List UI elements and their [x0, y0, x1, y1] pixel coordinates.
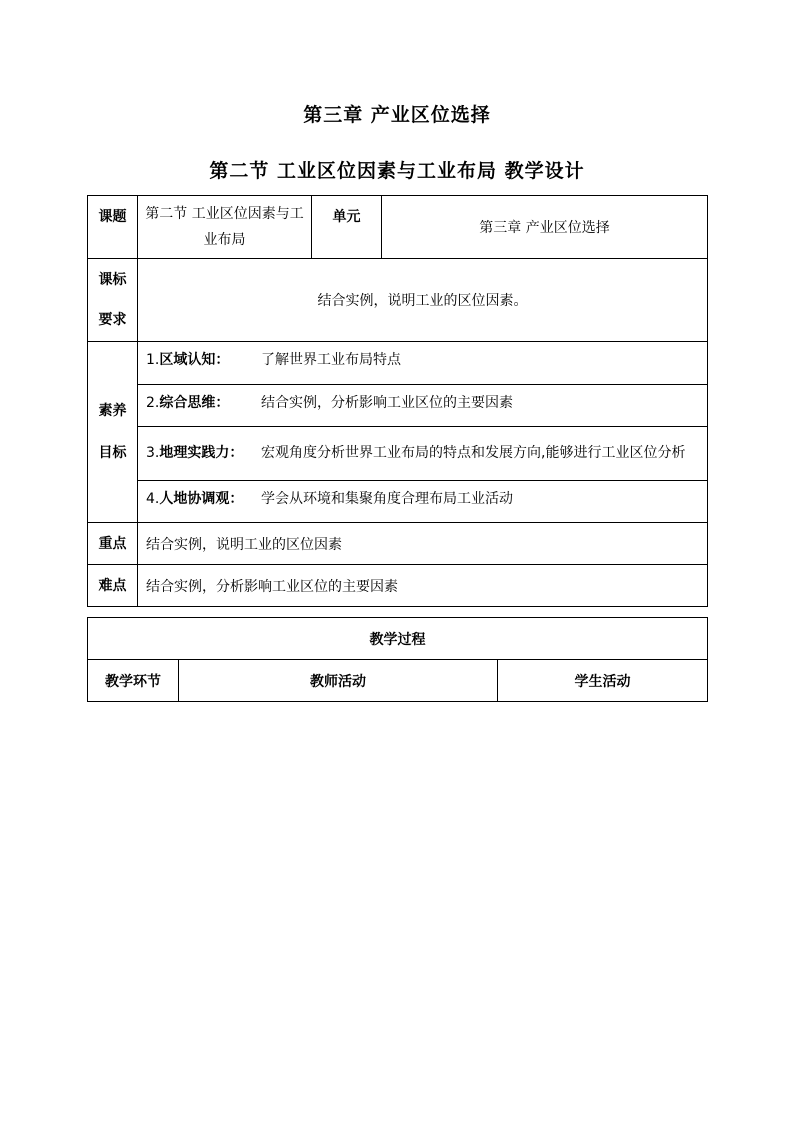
topic-label: 课题 — [88, 196, 138, 259]
literacy-item — [138, 427, 707, 481]
process-header-teacher: 教师活动 — [179, 660, 498, 702]
process-header-student: 学生活动 — [498, 660, 708, 702]
literacy-items-cell — [138, 342, 708, 523]
standard-row — [88, 259, 708, 342]
process-header-stage: 教学环节 — [88, 660, 179, 702]
process-title-row — [88, 618, 708, 660]
difficulty-row — [88, 565, 708, 607]
key-value: 结合实例，说明工业的区位因素 — [138, 523, 708, 565]
literacy-item-text: 了解世界工业布局特点 — [261, 352, 401, 368]
literacy-item-text: 学会从环境和集聚角度合理布局工业活动 — [261, 491, 513, 507]
topic-row — [88, 196, 708, 259]
teaching-process-table — [87, 617, 708, 702]
literacy-label-line1: 素养 — [98, 403, 127, 419]
literacy-item-text: 结合实例，分析影响工业区位的主要因素 — [261, 395, 513, 411]
chapter-title: 第三章 产业区位选择 — [303, 104, 491, 126]
literacy-row — [88, 342, 708, 523]
literacy-item-num: 2. — [146, 395, 160, 411]
lesson-info-table — [87, 195, 708, 607]
literacy-item-name: 区域认知： — [159, 352, 230, 368]
literacy-item-name: 地理实践力： — [159, 445, 244, 461]
literacy-item-name: 综合思维： — [159, 395, 230, 411]
literacy-item — [138, 385, 707, 427]
literacy-item-num: 1. — [146, 352, 160, 368]
literacy-item-num: 4. — [146, 491, 160, 507]
standard-label-line2: 要求 — [98, 312, 127, 328]
literacy-label — [88, 342, 138, 523]
standard-label — [88, 259, 138, 342]
literacy-item-num: 3. — [146, 445, 160, 461]
key-row — [88, 523, 708, 565]
unit-label: 单元 — [312, 196, 382, 259]
difficulty-value: 结合实例，分析影响工业区位的主要因素 — [138, 565, 708, 607]
process-title: 教学过程 — [88, 618, 708, 660]
literacy-item-text: 宏观角度分析世界工业布局的特点和发展方向,能够进行工业区位分析 — [261, 445, 686, 461]
topic-value: 第二节 工业区位因素与工业布局 — [145, 206, 304, 248]
literacy-label-line2: 目标 — [98, 445, 127, 461]
standard-label-line1: 课标 — [98, 272, 127, 288]
unit-value: 第三章 产业区位选择 — [382, 196, 708, 259]
difficulty-label: 难点 — [88, 565, 138, 607]
literacy-item — [138, 481, 707, 522]
topic-value-cell — [138, 196, 312, 259]
key-label: 重点 — [88, 523, 138, 565]
lesson-title: 第二节 工业区位因素与工业布局 教学设计 — [209, 160, 585, 182]
literacy-item-name: 人地协调观： — [159, 491, 244, 507]
standard-value: 结合实例，说明工业的区位因素。 — [138, 259, 708, 342]
literacy-item — [138, 342, 707, 385]
process-header-row — [88, 660, 708, 702]
